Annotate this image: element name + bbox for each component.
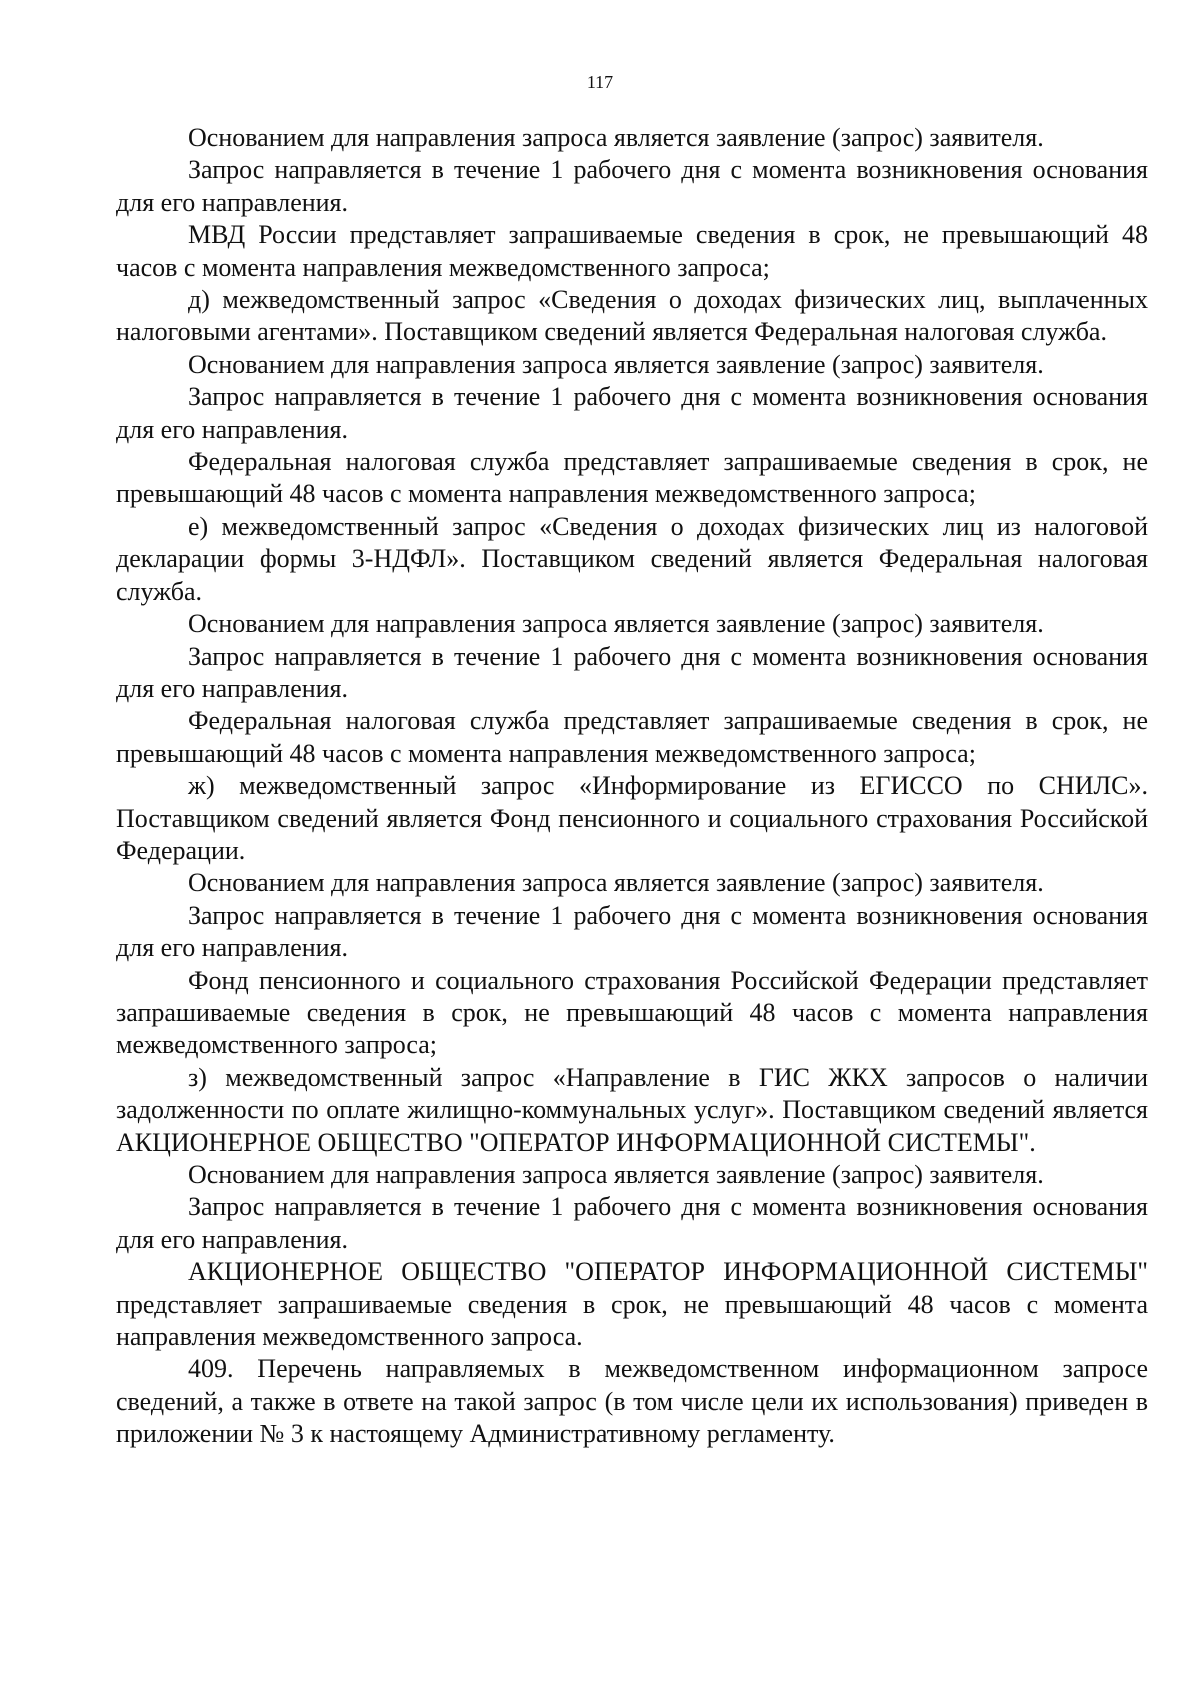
paragraph-basis-5: Основанием для направления запроса является заявление (запрос) заявителя. — [188, 1160, 1044, 1189]
paragraph-409: 409. Перечень направляемых в межведомственном информационном запросе сведений, а также в ответе на такой запрос (в том числе цели их использования) приведен в приложении № 3 к настоящему Административному регламенту. — [116, 1354, 1148, 1449]
paragraph-provider-response-5: АКЦИОНЕРНОЕ ОБЩЕСТВО "ОПЕРАТОР ИНФОРМАЦИОННОЙ СИСТЕМЫ" представляет запрашиваемые сведения в срок, не превышающий 48 часов с момента направления межведомственного запроса. — [116, 1257, 1148, 1352]
paragraph-item-e: е) межведомственный запрос «Сведения о доходах физических лиц из налоговой декларации формы 3-НДФЛ». Поставщиком сведений является Федеральная налоговая служба. — [116, 511, 1148, 606]
paragraph-item-zh: ж) межведомственный запрос «Информирование из ЕГИССО по СНИЛС». Поставщиком сведений является Фонд пенсионного и социального страхования Российской Федерации. — [116, 771, 1148, 865]
paragraph-basis-1: Основанием для направления запроса является заявление (запрос) заявителя. — [188, 123, 1044, 152]
paragraph-provider-response-3: Федеральная налоговая служба представляет запрашиваемые сведения в срок, не превышающий 48 часов с момента направления межведомственного запроса; — [116, 706, 1148, 768]
document-body — [116, 122, 1148, 1451]
paragraph-basis-3: Основанием для направления запроса является заявление (запрос) заявителя. — [188, 609, 1044, 639]
paragraph-basis-2: Основанием для направления запроса является заявление (запрос) заявителя. — [188, 349, 1044, 379]
paragraph-timing-5: Запрос направляется в течение 1 рабочего дня с момента возникновения основания для его направления. — [116, 1192, 1148, 1254]
paragraph-provider-response-1: МВД России представляет запрашиваемые сведения в срок, не превышающий 48 часов с момента направления межведомственного запроса; — [116, 220, 1148, 282]
paragraph-provider-response-2: Федеральная налоговая служба представляет запрашиваемые сведения в срок, не превышающий 48 часов с момента направления межведомственного запроса; — [116, 447, 1148, 509]
paragraph-timing-3: Запрос направляется в течение 1 рабочего дня с момента возникновения основания для его направления. — [116, 641, 1148, 703]
paragraph-timing-2: Запрос направляется в течение 1 рабочего дня с момента возникновения основания для его направления. — [116, 382, 1148, 444]
paragraph-provider-response-4: Фонд пенсионного и социального страхования Российской Федерации представляет запрашиваемые сведения в срок, не превышающий 48 часов с момента направления межведомственного запроса; — [116, 965, 1148, 1060]
paragraph-item-d: д) межведомственный запрос «Сведения о доходах физических лиц, выплаченных налоговыми агентами». Поставщиком сведений является Федеральная налоговая служба. — [116, 285, 1148, 347]
page-number: 117 — [586, 72, 614, 92]
paragraph-timing-4: Запрос направляется в течение 1 рабочего дня с момента возникновения основания для его направления. — [116, 900, 1148, 963]
paragraph-item-z: з) межведомственный запрос «Направление в ГИС ЖКХ запросов о наличии задолженности по оплате жилищно-коммунальных услуг». Поставщиком сведений является АКЦИОНЕРНОЕ ОБЩЕСТВО "ОПЕРАТОР ИНФОРМАЦИОННОЙ СИСТЕМЫ". — [116, 1062, 1148, 1157]
paragraph-timing-1: Запрос направляется в течение 1 рабочего дня с момента возникновения основания для его направления. — [116, 155, 1148, 217]
paragraph-basis-4: Основанием для направления запроса является заявление (запрос) заявителя. — [188, 868, 1044, 898]
